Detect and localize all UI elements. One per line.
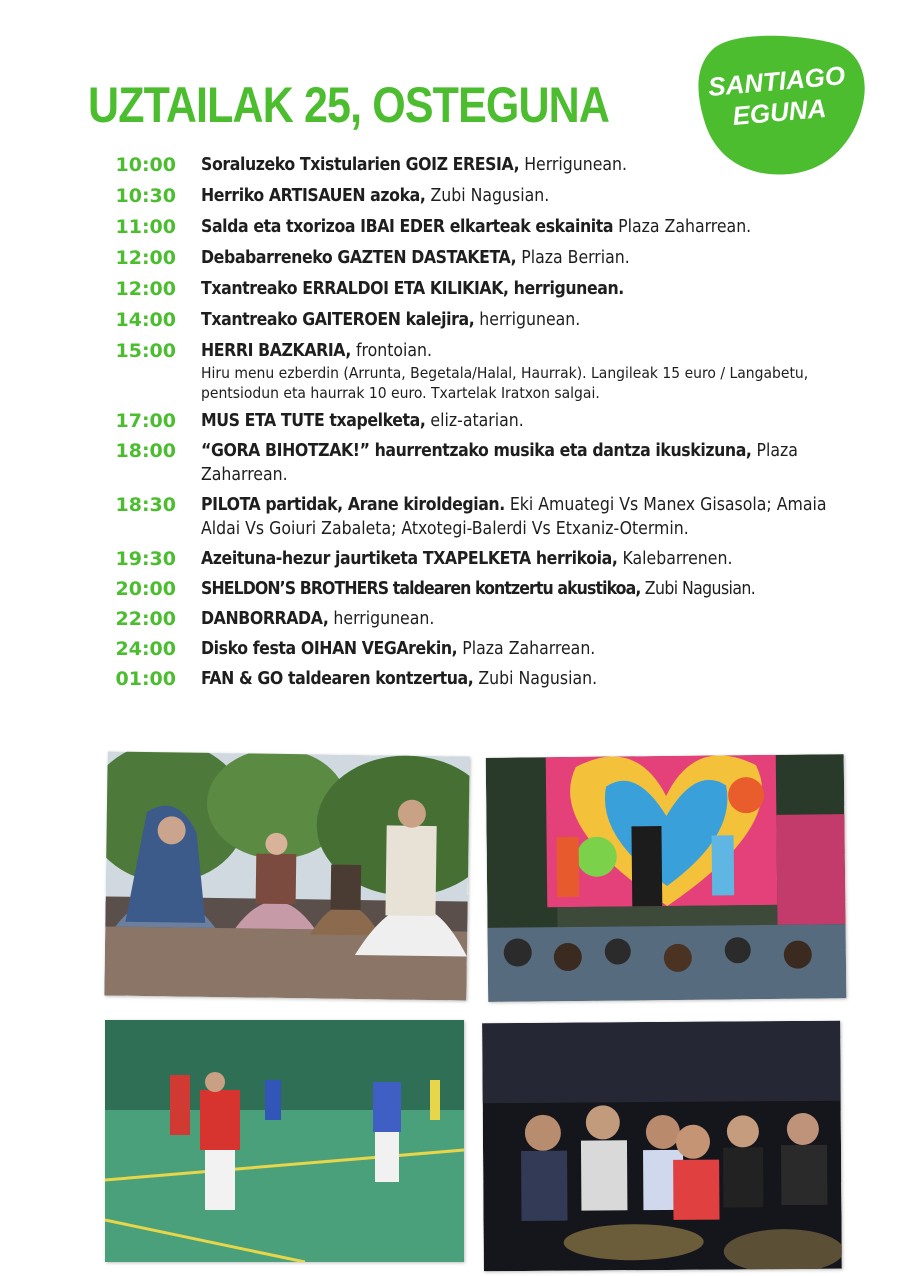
event-location: Plaza Berrian. bbox=[516, 248, 630, 268]
schedule-description bbox=[201, 184, 847, 208]
event-title: Txantreako GAITEROEN kalejira, bbox=[201, 310, 475, 330]
event-location: Plaza Zaharrean. bbox=[457, 639, 596, 659]
schedule-row bbox=[90, 547, 850, 571]
schedule-description bbox=[201, 439, 847, 487]
schedule-description bbox=[201, 277, 847, 301]
schedule-time: 22:00 bbox=[115, 608, 176, 630]
event-title: PILOTA partidak, Arane kiroldegian. bbox=[201, 495, 505, 515]
schedule-description bbox=[201, 547, 847, 571]
schedule-row bbox=[90, 215, 850, 239]
schedule-row bbox=[90, 153, 850, 177]
schedule-description bbox=[201, 153, 847, 177]
event-title: Soraluzeko Txistularien GOIZ ERESIA, bbox=[201, 155, 520, 175]
event-location: herrigunean. bbox=[328, 609, 435, 629]
schedule-time: 01:00 bbox=[115, 668, 176, 690]
event-location: Plaza Zaharrean. bbox=[201, 441, 798, 485]
event-title: MUS ETA TUTE txapelketa, bbox=[201, 411, 426, 431]
schedule-row bbox=[90, 637, 850, 661]
schedule-time: 18:00 bbox=[115, 440, 176, 462]
event-location: eliz-atarian. bbox=[425, 411, 524, 431]
event-title: Salda eta txorizoa IBAI EDER elkarteak eskainita bbox=[201, 217, 614, 237]
event-title: Herriko ARTISAUEN azoka, bbox=[201, 186, 426, 206]
badge-line-1: SANTIAGO bbox=[706, 60, 847, 102]
schedule-description bbox=[201, 607, 847, 631]
schedule-row bbox=[90, 184, 850, 208]
schedule-row bbox=[90, 607, 850, 631]
schedule-row bbox=[90, 667, 850, 691]
kids-show-photo bbox=[486, 754, 847, 1002]
schedule-row bbox=[90, 246, 850, 270]
schedule-time: 24:00 bbox=[115, 638, 176, 660]
schedule-row bbox=[90, 439, 850, 487]
schedule-row bbox=[90, 277, 850, 301]
event-title: “GORA BIHOTZAK!” haurrentzako musika eta dantza ikuskizuna, bbox=[201, 441, 752, 461]
schedule-time: 20:00 bbox=[115, 578, 176, 600]
event-location: Herrigunean. bbox=[519, 155, 628, 175]
event-title: SHELDON’S BROTHERS taldearen kontzertu akustikoa, bbox=[201, 579, 641, 599]
event-note: Hiru menu ezberdin (Arrunta, Begetala/Halal, Haurrak). Langileak 15 euro / Langabetu, pentsiodun eta haurrak 10 euro. Txartelak Iratxon salgai. bbox=[201, 364, 809, 402]
schedule-row bbox=[90, 493, 850, 541]
schedule-description bbox=[201, 339, 847, 403]
schedule-description bbox=[201, 409, 847, 433]
schedule-row bbox=[90, 409, 850, 433]
pelota-match-photo bbox=[105, 1020, 464, 1262]
page-title: UZTAILAK 25, OSTEGUNA bbox=[88, 77, 610, 133]
event-location: Zubi Nagusian. bbox=[425, 186, 550, 206]
event-title: DANBORRADA, bbox=[201, 609, 329, 629]
schedule-time: 18:30 bbox=[115, 494, 176, 516]
schedule-row bbox=[90, 339, 850, 403]
event-title: HERRI BAZKARIA, bbox=[201, 341, 351, 361]
schedule-row bbox=[90, 577, 850, 601]
event-location: Zubi Nagusian. bbox=[473, 669, 598, 689]
schedule-description bbox=[201, 308, 847, 332]
schedule-time: 10:30 bbox=[115, 185, 176, 207]
schedule-description bbox=[201, 577, 847, 601]
event-location: Zubi Nagusian. bbox=[640, 579, 756, 599]
schedule-description bbox=[201, 215, 847, 239]
event-title: Azeituna-hezur jaurtiketa TXAPELKETA herrikoia, bbox=[201, 549, 618, 569]
schedule-description bbox=[201, 493, 847, 541]
event-location: frontoian. bbox=[350, 341, 433, 361]
schedule-row bbox=[90, 308, 850, 332]
schedule-description bbox=[201, 637, 847, 661]
schedule-time: 12:00 bbox=[115, 278, 176, 300]
event-title: Disko festa OIHAN VEGArekin, bbox=[201, 639, 458, 659]
event-title: FAN & GO taldearen kontzertua, bbox=[201, 669, 474, 689]
event-location: Plaza Zaharrean. bbox=[613, 217, 752, 237]
event-location: Eki Amuategi Vs Manex Gisasola; Amaia Aldai Vs Goiuri Zabaleta; Atxotegi-Balerdi Vs Etxaniz-Otermin. bbox=[201, 495, 827, 539]
schedule-description bbox=[201, 246, 847, 270]
schedule-time: 12:00 bbox=[115, 247, 176, 269]
event-title: Debabarreneko GAZTEN DASTAKETA, bbox=[201, 248, 517, 268]
giants-photo bbox=[104, 751, 469, 1000]
concert-group-photo bbox=[482, 1021, 842, 1271]
schedule-time: 14:00 bbox=[115, 309, 176, 331]
schedule-time: 15:00 bbox=[115, 340, 176, 362]
schedule-time: 10:00 bbox=[115, 154, 176, 176]
schedule-time: 11:00 bbox=[115, 216, 176, 238]
schedule-list bbox=[90, 153, 850, 691]
event-location: herrigunean. bbox=[474, 310, 581, 330]
event-title: Txantreako ERRALDOI ETA KILIKIAK, herrigunean. bbox=[201, 279, 624, 299]
schedule-description bbox=[201, 667, 847, 691]
schedule-time: 17:00 bbox=[115, 410, 176, 432]
badge-line-2: EGUNA bbox=[731, 92, 828, 131]
event-location: Kalebarrenen. bbox=[617, 549, 733, 569]
schedule-time: 19:30 bbox=[115, 548, 176, 570]
